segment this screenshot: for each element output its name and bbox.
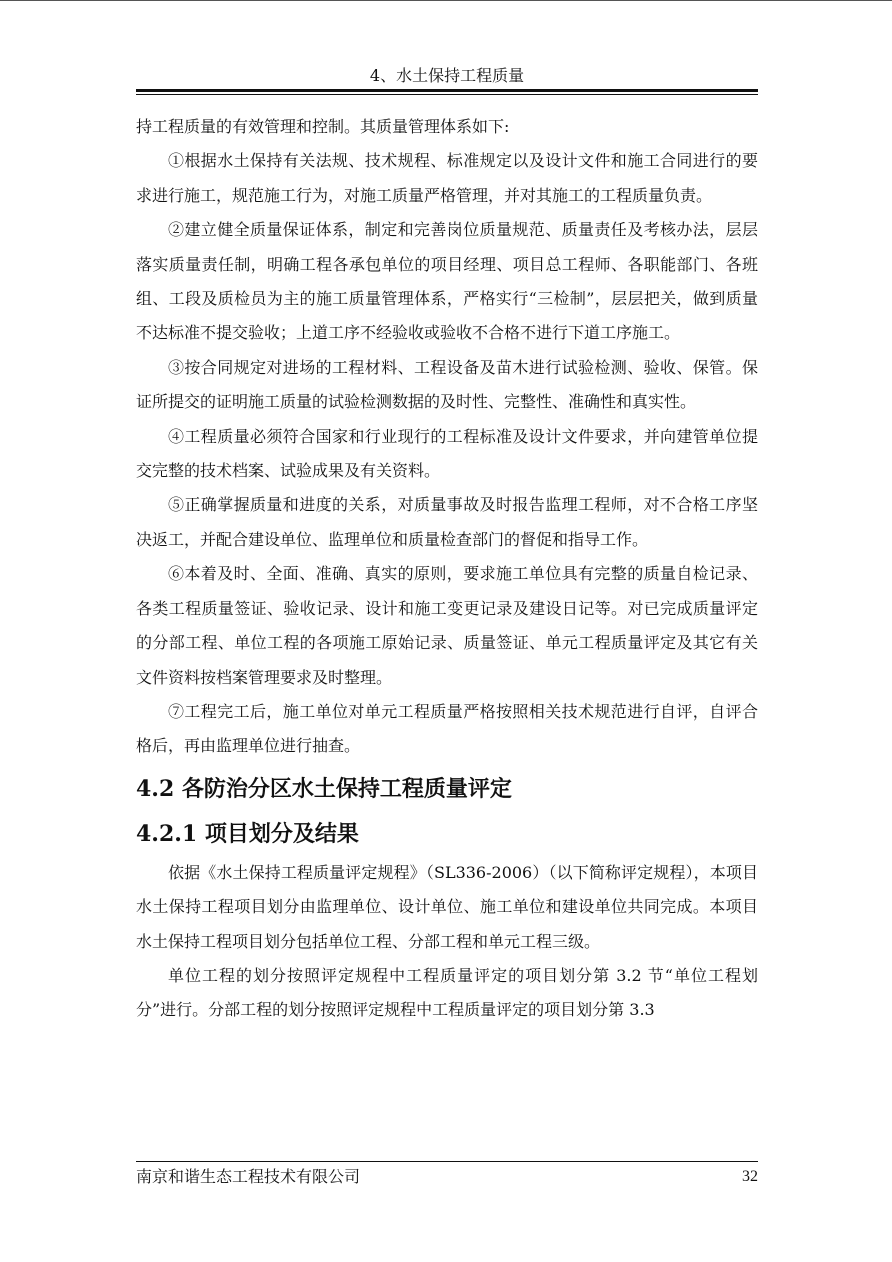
header-rule-thick (136, 89, 758, 92)
paragraph-item-5: ⑤正确掌握质量和进度的关系，对质量事故及时报告监理工程师，对不合格工序坚决返工，并配合建设单位、监理单位和质量检查部门的督促和指导工作。 (136, 495, 758, 549)
paragraph-item-1: ①根据水土保持有关法规、技术规程、标准规定以及设计文件和施工合同进行的要求进行施工，规范施工行为，对施工质量严格管理，并对其施工的工程质量负责。 (136, 151, 758, 205)
footer-rule (136, 1161, 758, 1162)
subsection-heading: 4.2.1 项目划分及结果 (136, 820, 359, 847)
document-body (136, 110, 758, 1028)
paragraph-basis: 依据《水土保持工程质量评定规程》（SL336-2006）（以下简称评定规程），本项目水土保持工程项目划分由监理单位、设计单位、施工单位和建设单位共同完成。本项目水土保持工程项目划分包括单位工程、分部工程和单元工程三级。 (136, 862, 758, 951)
paragraph-item-6: ⑥本着及时、全面、准确、真实的原则，要求施工单位具有完整的质量自检记录、各类工程质量签证、验收记录、设计和施工变更记录及建设日记等。对已完成质量评定的分部工程、单位工程的各项施工原始记录、质量签证、单元工程质量评定及其它有关文件资料按档案管理要求及时整理。 (136, 564, 758, 687)
paragraph-item-2: ②建立健全质量保证体系，制定和完善岗位质量规范、质量责任及考核办法，层层落实质量责任制，明确工程各承包单位的项目经理、项目总工程师、各职能部门、各班组、工段及质检员为主的施工质量管理体系，严格实行“三检制”，层层把关，做到质量不达标准不提交验收；上道工序不经验收或验收不合格不进行下道工序施工。 (136, 220, 758, 343)
header-rule-thin (136, 94, 758, 95)
page-top-border (0, 0, 892, 1)
section-heading: 4.2 各防治分区水土保持工程质量评定 (136, 775, 512, 802)
paragraph-item-7: ⑦工程完工后，施工单位对单元工程质量严格按照相关技术规范进行自评，自评合格后，再由监理单位进行抽查。 (136, 701, 758, 756)
running-header-title: 4、水土保持工程质量 (369, 66, 525, 85)
footer-company-name: 南京和谐生态工程技术有限公司 (136, 1167, 361, 1186)
paragraph-intro: 持工程质量的有效管理和控制。其质量管理体系如下: (136, 117, 510, 136)
footer-page-number: 32 (742, 1168, 758, 1185)
paragraph-item-3: ③按合同规定对进场的工程材料、工程设备及苗木进行试验检测、验收、保管。保证所提交的证明施工质量的试验检测数据的及时性、完整性、准确性和真实性。 (136, 357, 758, 412)
paragraph-item-4: ④工程质量必须符合国家和行业现行的工程标准及设计文件要求，并向建管单位提交完整的技术档案、试验成果及有关资料。 (136, 426, 758, 481)
paragraph-unit-division: 单位工程的划分按照评定规程中工程质量评定的项目划分第 3.2 节“单位工程划分”进行。分部工程的划分按照评定规程中工程质量评定的项目划分第 3.3 (136, 965, 758, 1020)
